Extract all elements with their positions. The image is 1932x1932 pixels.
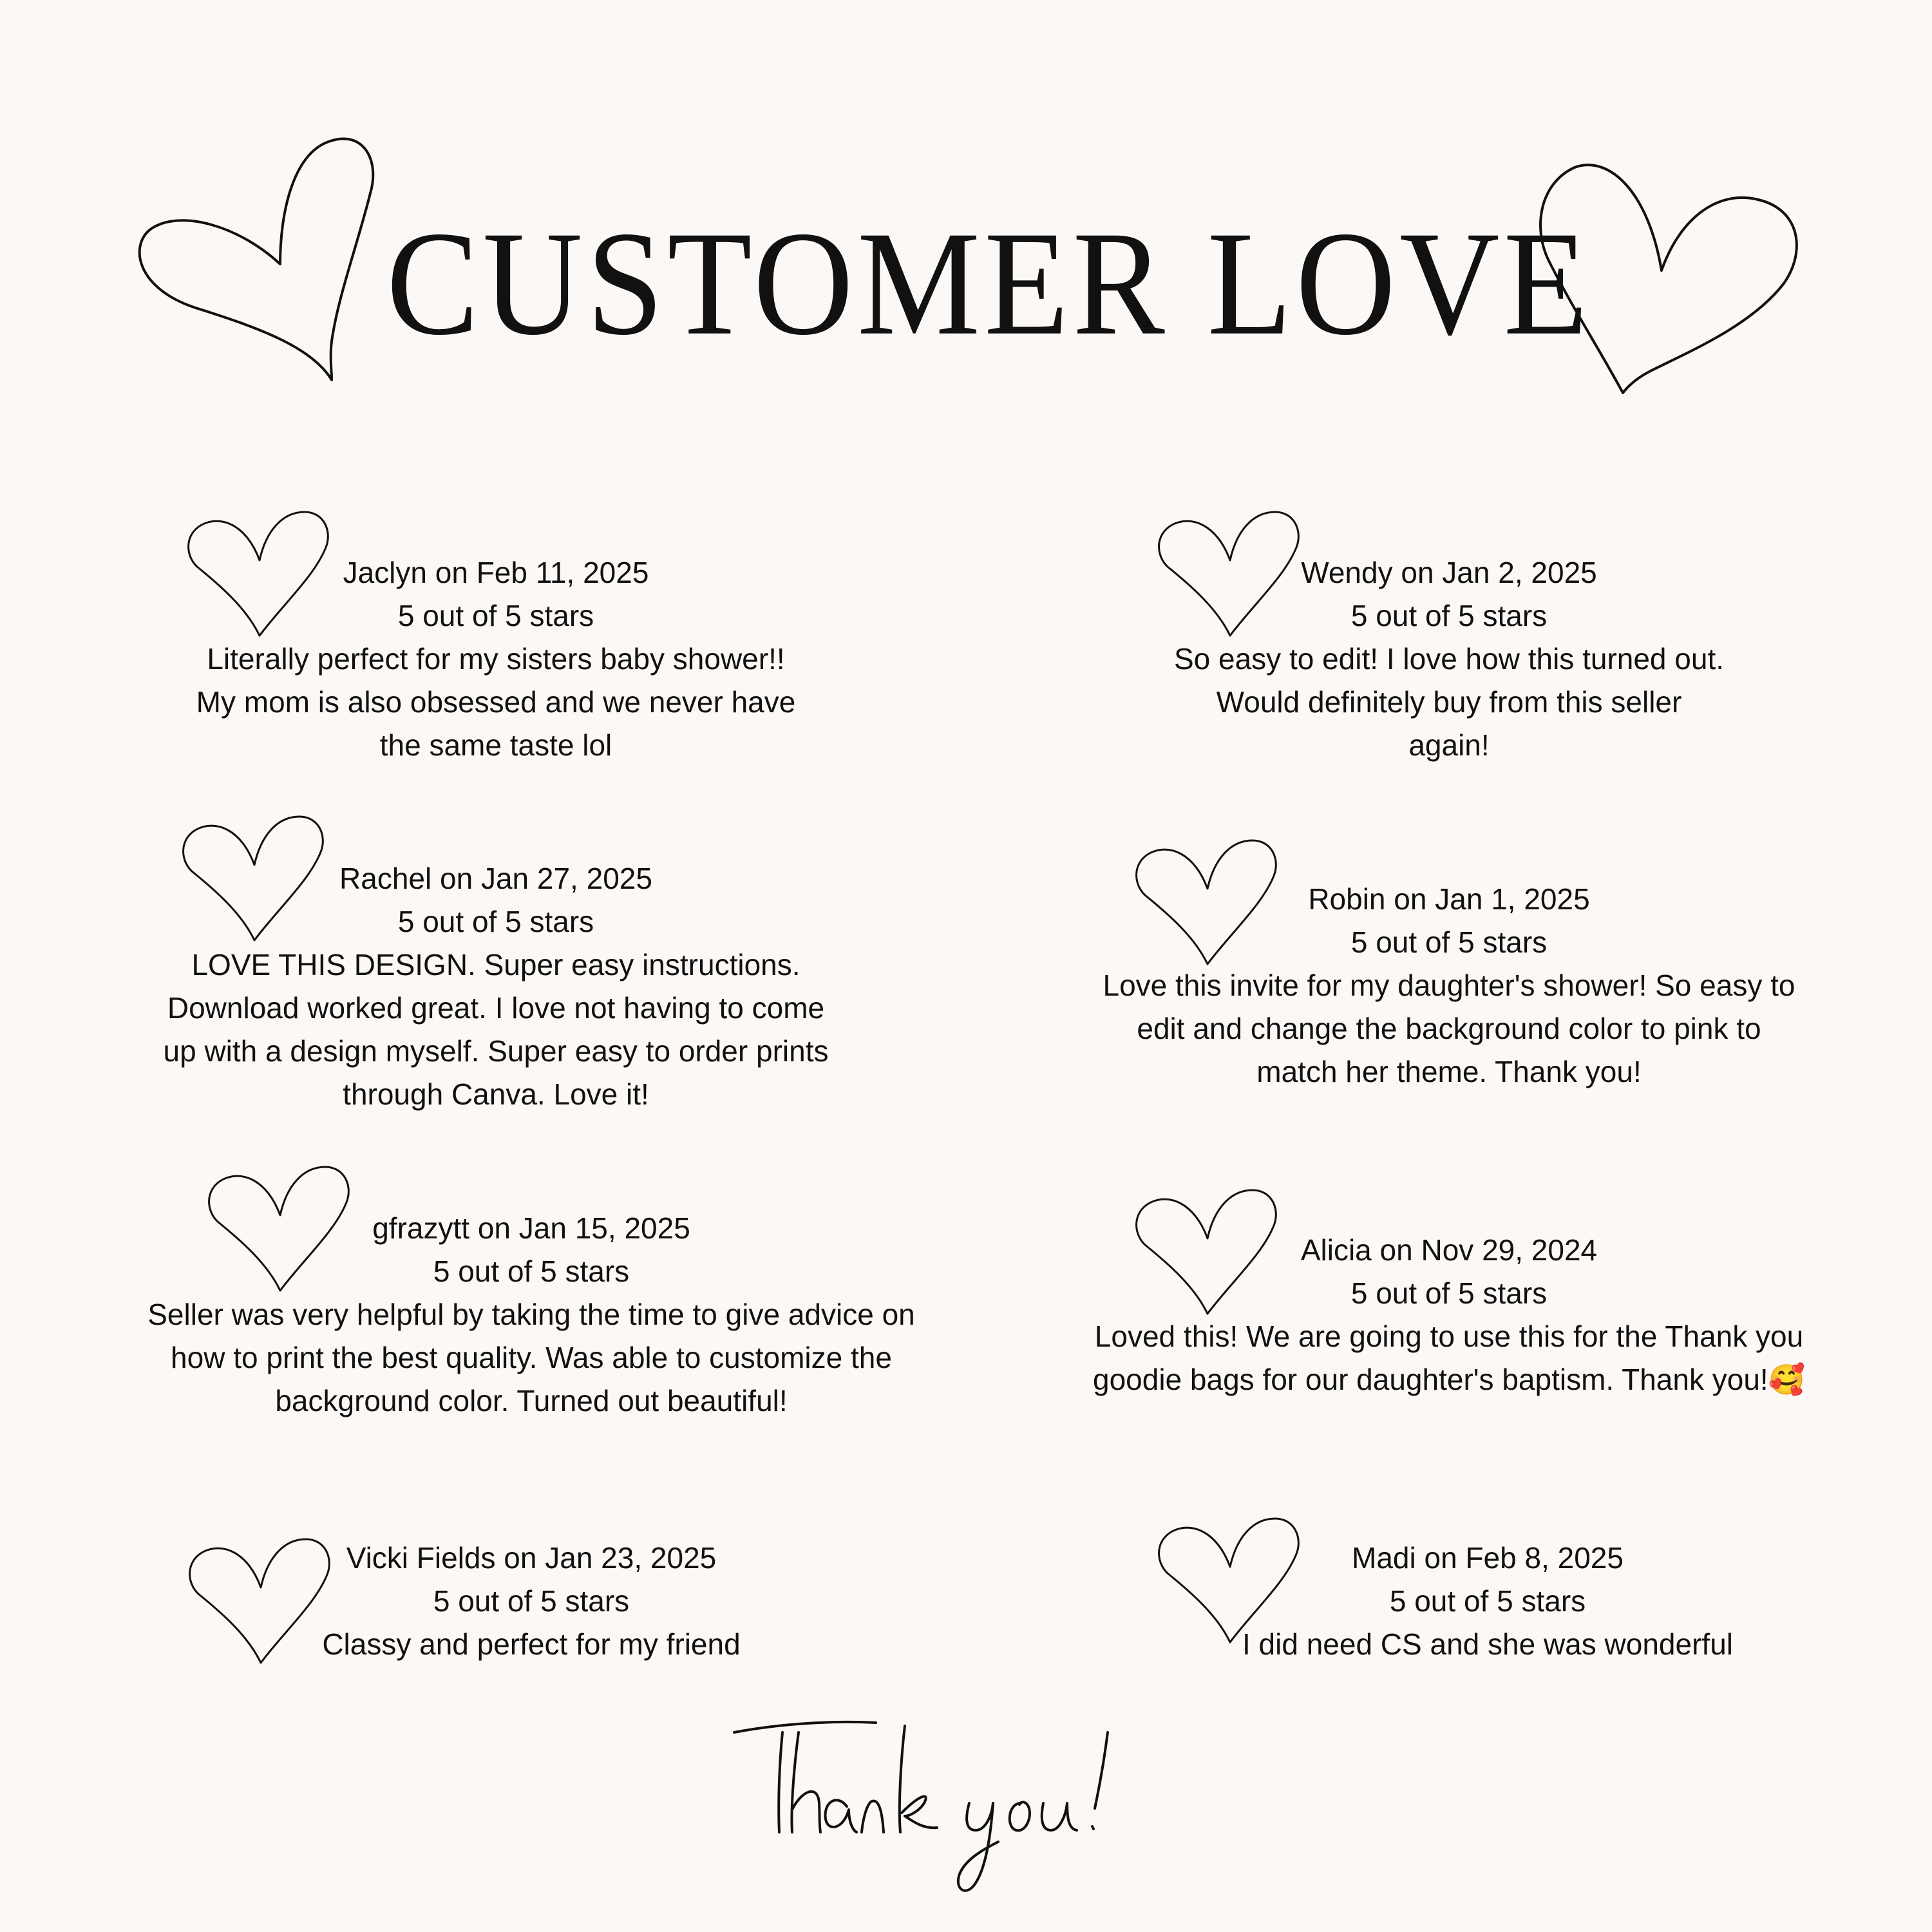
review-rating: 5 out of 5 stars	[433, 1255, 630, 1288]
review-rating: 5 out of 5 stars	[397, 905, 594, 938]
review-rating: 5 out of 5 stars	[1389, 1584, 1586, 1618]
review-rating: 5 out of 5 stars	[397, 599, 594, 632]
review-text-line: LOVE THIS DESIGN. Super easy instructions.	[191, 948, 800, 981]
heart-icon	[185, 512, 330, 638]
large-heart-icon-left	[129, 135, 386, 386]
review-text-line: background color. Turned out beautiful!	[275, 1384, 788, 1417]
heart-icon	[206, 1167, 351, 1293]
review-rating: 5 out of 5 stars	[1350, 925, 1548, 959]
review-text-line: So easy to edit! I love how this turned out.	[1173, 642, 1725, 676]
review-text-line: Download worked great. I love not having to come	[167, 991, 825, 1025]
review-text-line: Would definitely buy from this seller	[1216, 685, 1682, 719]
review-text-line: the same taste lol	[379, 728, 612, 762]
review-text-line: Literally perfect for my sisters baby shower!!	[207, 642, 785, 676]
review-text-line: Loved this! We are going to use this for the Thank you	[1094, 1320, 1804, 1353]
thank-you-text	[724, 1777, 944, 1823]
heart-icon	[1156, 1519, 1301, 1644]
review-header: Alicia on Nov 29, 2024	[1300, 1233, 1598, 1267]
heart-icon	[1156, 512, 1301, 638]
review-text-line: goodie bags for our daughter's baptism. Thank you!🥰	[1093, 1363, 1805, 1396]
review-header: Madi on Feb 8, 2025	[1352, 1541, 1624, 1575]
heart-icon	[187, 1539, 332, 1665]
review-text-line: match her theme. Thank you!	[1256, 1055, 1642, 1088]
review-rating: 5 out of 5 stars	[433, 1584, 630, 1618]
review-text-line: through Canva. Love it!	[343, 1077, 649, 1111]
review-text-line: My mom is also obsessed and we never have	[196, 685, 796, 719]
review-header: Vicki Fields on Jan 23, 2025	[346, 1541, 717, 1575]
review-header: Robin on Jan 1, 2025	[1308, 882, 1590, 916]
review-text-line: edit and change the background color to pink to	[1137, 1012, 1761, 1045]
review-header: Rachel on Jan 27, 2025	[339, 862, 652, 895]
review-text-line: Classy and perfect for my friend	[322, 1627, 741, 1661]
review-text-line: Seller was very helpful by taking the time to give advice on	[147, 1298, 915, 1331]
review-text-line: again!	[1408, 728, 1490, 762]
review-header: Jaclyn on Feb 11, 2025	[343, 556, 649, 589]
page-title: CUSTOMER LOVE	[386, 200, 1592, 366]
review-text-line: how to print the best quality. Was able to customize the	[171, 1341, 892, 1374]
heart-icon	[1133, 840, 1278, 966]
heart-icon	[1133, 1190, 1278, 1316]
review-text-line: Love this invite for my daughter's shower! So easy to	[1103, 969, 1795, 1002]
review-header: Wendy on Jan 2, 2025	[1301, 556, 1597, 589]
review-text-line: I did need CS and she was wonderful	[1242, 1627, 1734, 1661]
heart-icon	[180, 817, 325, 942]
review-header: gfrazytt on Jan 15, 2025	[372, 1211, 690, 1245]
review-text-line: up with a design myself. Super easy to order prints	[163, 1034, 829, 1068]
review-rating: 5 out of 5 stars	[1350, 599, 1548, 632]
review-rating: 5 out of 5 stars	[1350, 1276, 1548, 1310]
